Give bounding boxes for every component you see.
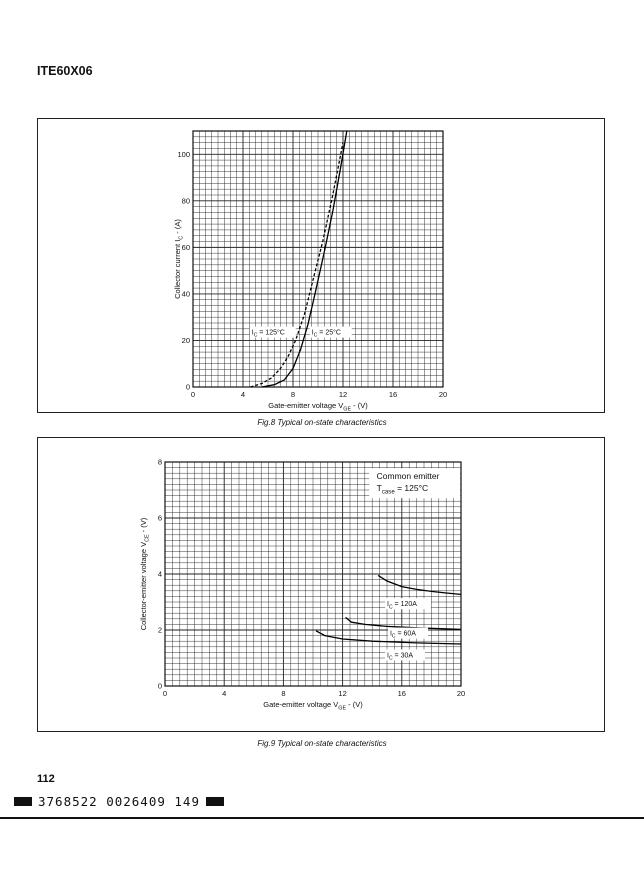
chart-0-x-tick-label: 16 [388, 390, 398, 399]
fig9-chart [38, 438, 604, 731]
chart-0-x-tick-label: 4 [240, 390, 246, 399]
chart-1-series-label-sub: C [391, 633, 396, 640]
fig8-caption: Fig.8 Typical on-state characteristics [257, 418, 387, 427]
chart-1-x-tick-label: 0 [162, 689, 168, 698]
chart-1-legend-line-sub: case [381, 488, 395, 496]
chart-0-x-tick-label: 20 [438, 390, 448, 399]
chart-1-series-label-main: I [387, 601, 389, 609]
chart-1-x-axis-label [263, 700, 363, 711]
chart-0-y-tick-label: 20 [181, 335, 190, 345]
chart-1-series-label-main: I [387, 652, 389, 660]
chart-1-x-axis-label-sub: GE [338, 705, 347, 712]
page-number: 112 [37, 773, 55, 785]
chart-0-x-tick-label: 12 [338, 390, 348, 399]
barcode-right-block [206, 797, 224, 806]
chart-1-legend-line-main: T [376, 483, 382, 494]
chart-0-series-label-main: I [251, 329, 254, 337]
chart-0-x-axis-label [268, 401, 368, 412]
chart-1-y-tick-label: 0 [157, 681, 162, 691]
chart-0-series-label-sub: C [313, 332, 318, 339]
chart-0-y-axis-label-main: Collector current I [173, 239, 182, 299]
chart-0-series-label-tail: = 125°C [257, 329, 285, 337]
page-bottom-rule [0, 817, 644, 819]
chart-1-x-tick-label: 4 [222, 689, 227, 698]
chart-1-series-label-tail: = 60A [395, 630, 416, 638]
barcode-text: 3768522 0026409 149 [38, 793, 200, 809]
chart-1-x-tick-label: 16 [397, 689, 406, 698]
chart-1-legend [369, 468, 460, 498]
chart-0-x-axis-label-main: Gate-emitter voltage V [268, 401, 344, 410]
chart-0-y-tick-label: 40 [181, 289, 190, 299]
chart-1-legend-line-tail: = 125°C [394, 483, 429, 494]
chart-0-y-axis-label [173, 219, 184, 299]
chart-1-series-label-sub: C [388, 655, 393, 662]
part-number-title: ITE60X06 [37, 64, 93, 78]
chart-0-series-label-sub: C [253, 332, 258, 339]
chart-0-y-tick-label: 0 [185, 382, 190, 392]
fig8-panel [37, 118, 605, 413]
chart-0-x-tick-label: 8 [290, 390, 296, 399]
chart-0-x-axis-label-tail: - (V) [351, 401, 368, 410]
chart-0-y-tick-label: 80 [181, 196, 190, 206]
chart-1-y-tick-label: 6 [157, 513, 162, 523]
chart-1-x-tick-label: 8 [281, 689, 286, 698]
chart-1-y-axis-label-main: Collector-emitter voltage V [139, 541, 148, 631]
chart-1-y-tick-label: 4 [157, 569, 162, 579]
chart-1-y-tick-label: 2 [157, 625, 162, 635]
chart-1-series-label-tail: = 30A [392, 652, 414, 660]
fig9-panel [37, 437, 605, 732]
chart-0-y-axis-label-sub: C [178, 235, 185, 240]
chart-1-legend-line-main: Common emitter [376, 471, 440, 482]
fig9-caption: Fig.9 Typical on-state characteristics [257, 739, 387, 748]
chart-0-x-axis-label-sub: GE [343, 406, 352, 412]
chart-1-y-axis-label-sub: CE [144, 534, 151, 542]
chart-0-y-axis-label-tail: - (A) [173, 219, 182, 236]
chart-1-series-label-sub: C [388, 604, 393, 611]
chart-0-y-tick-label: 100 [177, 149, 190, 159]
chart-1-x-axis-label-main: Gate-emitter voltage V [263, 700, 339, 709]
chart-0-y-tick-label: 60 [181, 242, 190, 252]
chart-1-y-tick-label: 8 [157, 457, 162, 467]
chart-1-x-tick-label: 12 [338, 689, 347, 698]
chart-1-series-line [378, 575, 461, 594]
chart-0-x-tick-label: 0 [190, 390, 196, 399]
chart-1-series-label-main: I [389, 630, 392, 638]
chart-1-y-axis-label [139, 517, 150, 630]
chart-1-x-tick-label: 20 [456, 689, 466, 698]
chart-1-legend-line [377, 471, 440, 481]
chart-1-y-axis-label-tail: - (V) [139, 517, 148, 535]
fig8-chart [38, 119, 604, 412]
barcode-strip [14, 793, 224, 809]
barcode-left-block [14, 797, 32, 806]
chart-1-x-axis-label-tail: - (V) [346, 700, 363, 709]
chart-0-series-label-tail: = 25°C [317, 329, 341, 337]
chart-1-series-label-tail: = 120A [392, 601, 417, 609]
chart-0-series-label-main: I [311, 329, 314, 337]
